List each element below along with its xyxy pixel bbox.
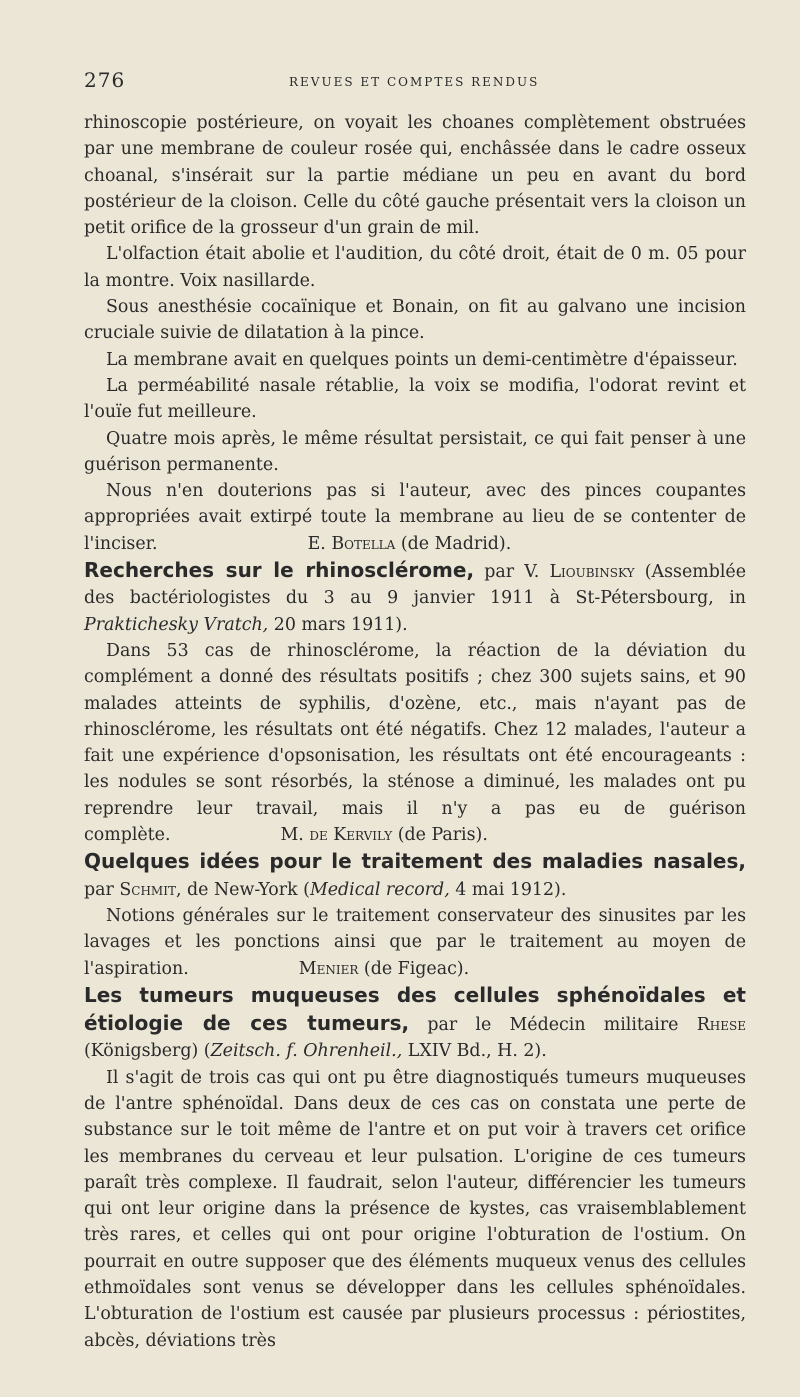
signature-name: Botella [331, 533, 396, 554]
page-header [84, 68, 716, 98]
paragraph: Sous anesthésie cocaïnique et Bonain, on fit au galvano une incision cruciale suivie de dilatation à la pince. [84, 297, 746, 344]
signature-place: (de Madrid). [400, 533, 512, 554]
article-title: Les tumeurs muqueuses des cellules sphénoïdales et étiologie de ces tumeurs, [84, 982, 746, 1036]
signature [158, 534, 512, 554]
signature-place: (de Paris). [397, 825, 488, 846]
article-body [84, 903, 746, 982]
article-author: Lioubinsky [549, 562, 635, 583]
page-number: 276 [84, 68, 126, 92]
signature-prefix: E. [307, 533, 326, 554]
signature-name: Menier [298, 958, 359, 979]
signature-prefix: M. [280, 825, 304, 846]
article-source: de New-York ( [187, 879, 310, 900]
article-source: (Assemblée des bactériologistes du 3 au 9 janvier 1911 à St-Pétersbourg, in [84, 562, 747, 609]
article-author: Schmit, [119, 879, 182, 900]
article-by: par le Médecin militaire [427, 1015, 679, 1036]
text-column [84, 110, 746, 1354]
article-journal: Zeitsch. f. Ohrenheil., [210, 1041, 403, 1062]
paragraph: rhinoscopie postérieure, on voyait les choanes complètement obstruées par une membrane de couleur rosée qui, enchâssée dans le cadre osseux choanal, s'insérait sur la partie médiane un peu en avant du bord postérieur de la cloison. Celle du côté gauche présentait vers la cloison un petit orifice de la grosseur d'un grain de mil. [84, 113, 746, 239]
article-body-text: Dans 53 cas de rhinosclérome, la réaction de la déviation du complément a donné des résultats positifs ; chez 300 sujets sains, et 90 malades atteints de syphilis, d'ozène, etc., mais n'ayant pas de rhinosclérome, les résultats ont été négatifs. Chez 12 malades, l'auteur a fait une expérience d'opsonisation, les résultats ont été encourageants : les nodules se sont résorbés, la sténose a diminué, les malades ont pu reprendre leur travail, mais il n'y a pas eu de guérison complète. [84, 640, 746, 846]
article-author: Rhese [696, 1015, 747, 1036]
article-heading [84, 557, 746, 638]
paragraph: Quatre mois après, le même résultat persistait, ce qui fait penser à une guérison permanente. [84, 428, 746, 475]
article-by: par V. [484, 562, 540, 583]
paragraph-text: Nous n'en douterions pas si l'auteur, avec des pinces coupantes appropriées avait extirpé toute la membrane au lieu de se contenter de l'inciser. [84, 481, 746, 554]
article-heading [84, 982, 746, 1065]
article-title: Recherches sur le rhinosclérome, [84, 558, 475, 583]
article-by: par [84, 879, 114, 900]
article-heading [84, 848, 746, 903]
article-source: (Königsberg) ( [84, 1041, 211, 1062]
article-journal: Praktichesky Vratch, [84, 614, 269, 635]
signature [171, 825, 488, 845]
article-date: 20 mars 1911). [273, 614, 408, 635]
article-title: Quelques idées pour le traitement des maladies nasales, [84, 849, 746, 874]
paragraph [84, 478, 746, 557]
signature [189, 959, 469, 979]
signature-place: (de Figeac). [363, 958, 470, 979]
article-body [84, 638, 746, 848]
paragraph: La membrane avait en quelques points un demi-centimètre d'épaisseur. [106, 349, 738, 370]
article-date: LXIV Bd., H. 2). [407, 1041, 547, 1062]
article-body: Il s'agit de trois cas qui ont pu être diagnostiqués tumeurs muqueuses de l'antre sphénoïdal. Dans deux de ces cas on constata une perte de substance sur le toit même de l'antre et on put voir à travers cet orifice les membranes du cerveau et leur pulsation. L'origine de ces tumeurs paraît très complexe. Il faudrait, selon l'auteur, différencier les tumeurs qui ont leur origine dans la présence de kystes, cas vraisemblablement très rares, et celles qui ont pour origine l'obturation de l'ostium. On pourrait en outre supposer que des éléments muqueux venus des cellules ethmoïdales sont venus se développer dans les cellules sphénoïdales. L'obturation de l'ostium est causée par plusieurs processus : périostites, abcès, déviations très [84, 1067, 746, 1351]
article-body-text: Notions générales sur le traitement conservateur des sinusites par les lavages et les ponctions ainsi que par le traitement au moyen de l'aspiration. [84, 905, 746, 979]
article-journal: Medical record, [309, 879, 450, 900]
paragraph: L'olfaction était abolie et l'audition, du côté droit, était de 0 m. 05 pour la montre. Voix nasillarde. [84, 244, 746, 291]
running-title: REVUES ET COMPTES RENDUS [289, 75, 540, 89]
paragraph: La perméabilité nasale rétablie, la voix se modifia, l'odorat revint et l'ouïe fut meilleure. [84, 375, 746, 423]
article-date: 4 mai 1912). [455, 879, 567, 900]
signature-name: de Kervily [309, 825, 393, 846]
